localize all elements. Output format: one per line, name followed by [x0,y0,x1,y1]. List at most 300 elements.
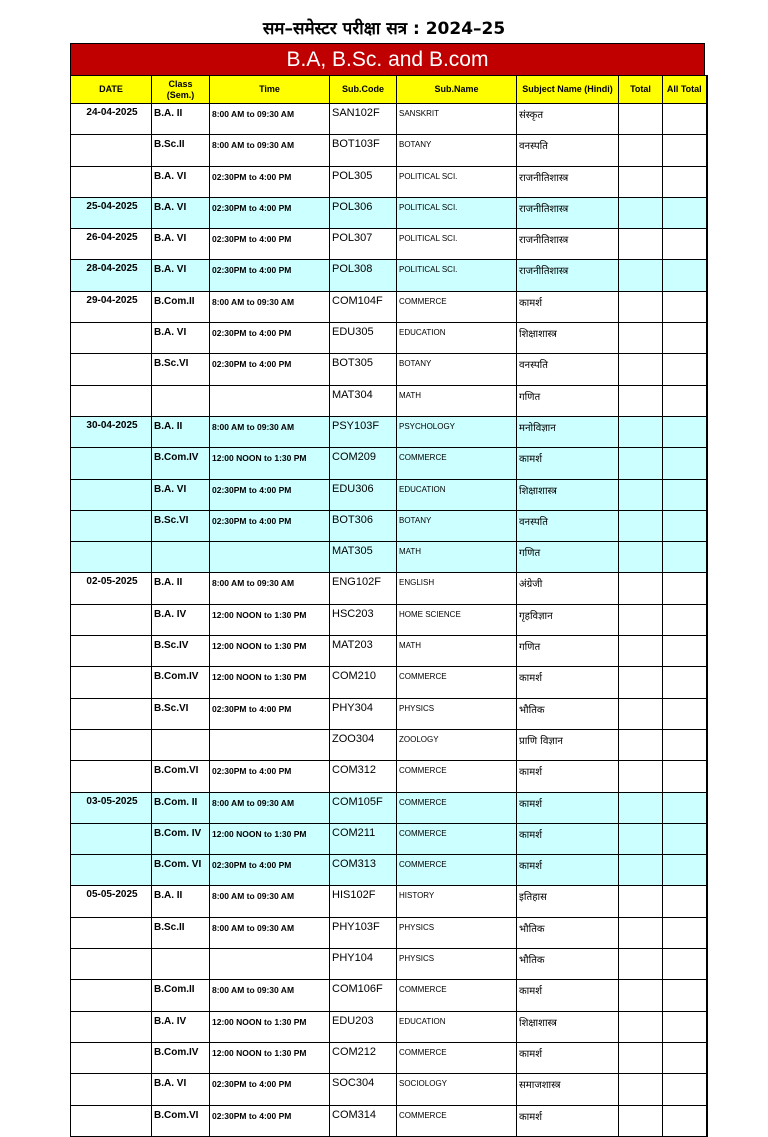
subject-hindi-cell: संस्कृत [517,104,619,135]
total-cell [619,291,663,322]
date-cell [71,479,152,510]
all-total-cell [663,510,707,541]
all-total-cell [663,980,707,1011]
subject-hindi-cell: कामर्श [517,1042,619,1073]
time-cell: 02:30PM to 4:00 PM [210,1074,330,1105]
subject-hindi-cell: कामर्श [517,667,619,698]
subject-hindi-cell: भौतिक [517,698,619,729]
sub-code-cell: HSC203 [330,604,397,635]
table-row [71,542,707,573]
sub-name-cell: MATH [397,542,517,573]
sub-name-cell: PSYCHOLOGY [397,416,517,447]
sub-name-cell: PHYSICS [397,949,517,980]
class-cell: B.A. II [152,886,210,917]
table-row [71,104,707,135]
table-row [71,166,707,197]
total-cell [619,667,663,698]
all-total-cell [663,729,707,760]
all-total-cell [663,1074,707,1105]
class-cell: B.A. VI [152,1074,210,1105]
date-cell [71,135,152,166]
all-total-cell [663,323,707,354]
exam-schedule-sheet [70,43,705,1137]
time-cell: 12:00 NOON to 1:30 PM [210,604,330,635]
date-cell [71,761,152,792]
sub-name-cell: BOTANY [397,510,517,541]
all-total-cell [663,792,707,823]
sub-code-cell: BOT305 [330,354,397,385]
total-cell [619,448,663,479]
date-cell [71,542,152,573]
all-total-cell [663,260,707,291]
class-cell [152,729,210,760]
total-cell [619,510,663,541]
class-cell: B.Sc.IV [152,636,210,667]
sub-code-cell: COM104F [330,291,397,322]
time-cell: 02:30PM to 4:00 PM [210,479,330,510]
table-row [71,698,707,729]
header-subject-hindi: Subject Name (Hindi) [517,76,619,104]
table-row [71,729,707,760]
time-cell: 02:30PM to 4:00 PM [210,354,330,385]
table-row [71,949,707,980]
sub-code-cell: COM312 [330,761,397,792]
table-row [71,980,707,1011]
time-cell [210,542,330,573]
class-cell: B.Sc.VI [152,510,210,541]
all-total-cell [663,104,707,135]
time-cell: 8:00 AM to 09:30 AM [210,792,330,823]
date-cell: 05-05-2025 [71,886,152,917]
all-total-cell [663,636,707,667]
sub-name-cell: COMMERCE [397,1042,517,1073]
time-cell: 12:00 NOON to 1:30 PM [210,823,330,854]
sub-name-cell: SOCIOLOGY [397,1074,517,1105]
sub-code-cell: BOT306 [330,510,397,541]
total-cell [619,1042,663,1073]
time-cell: 02:30PM to 4:00 PM [210,229,330,260]
subject-hindi-cell: कामर्श [517,823,619,854]
sub-name-cell: COMMERCE [397,792,517,823]
subject-hindi-cell: राजनीतिशास्त्र [517,229,619,260]
header-class: Class (Sem.) [152,76,210,104]
time-cell: 8:00 AM to 09:30 AM [210,886,330,917]
subject-hindi-cell: भौतिक [517,949,619,980]
sub-code-cell: POL308 [330,260,397,291]
sub-name-cell: COMMERCE [397,448,517,479]
sub-name-cell: PHYSICS [397,917,517,948]
total-cell [619,698,663,729]
sub-code-cell: ZOO304 [330,729,397,760]
total-cell [619,949,663,980]
class-cell: B.A. VI [152,229,210,260]
subject-hindi-cell: कामर्श [517,761,619,792]
total-cell [619,604,663,635]
sub-code-cell: EDU305 [330,323,397,354]
class-cell: B.Com.VI [152,1105,210,1136]
sub-code-cell: POL307 [330,229,397,260]
total-cell [619,1011,663,1042]
table-row [71,510,707,541]
page-title: सम–समेस्टर परीक्षा सत्र : 2024–25 [262,19,506,39]
date-cell [71,1011,152,1042]
sub-code-cell: COM106F [330,980,397,1011]
subject-hindi-cell: कामर्श [517,291,619,322]
subject-hindi-cell: गृहविज्ञान [517,604,619,635]
date-cell [71,1105,152,1136]
class-cell: B.Com.IV [152,1042,210,1073]
table-row [71,448,707,479]
date-cell [71,949,152,980]
date-cell: 28-04-2025 [71,260,152,291]
total-cell [619,323,663,354]
class-cell: B.A. IV [152,1011,210,1042]
time-cell: 02:30PM to 4:00 PM [210,1105,330,1136]
table-row [71,761,707,792]
date-cell [71,729,152,760]
date-cell: 02-05-2025 [71,573,152,604]
time-cell: 02:30PM to 4:00 PM [210,166,330,197]
time-cell: 02:30PM to 4:00 PM [210,260,330,291]
subject-hindi-cell: प्राणि विज्ञान [517,729,619,760]
table-row [71,416,707,447]
table-row [71,636,707,667]
class-cell: B.A. VI [152,197,210,228]
total-cell [619,823,663,854]
time-cell: 8:00 AM to 09:30 AM [210,573,330,604]
all-total-cell [663,823,707,854]
total-cell [619,104,663,135]
time-cell [210,949,330,980]
time-cell: 8:00 AM to 09:30 AM [210,291,330,322]
sub-code-cell: COM211 [330,823,397,854]
time-cell: 8:00 AM to 09:30 AM [210,104,330,135]
all-total-cell [663,197,707,228]
sub-name-cell: EDUCATION [397,323,517,354]
banner-title: B.A, B.Sc. and B.com [70,43,705,75]
sub-code-cell: BOT103F [330,135,397,166]
time-cell: 02:30PM to 4:00 PM [210,698,330,729]
class-cell: B.Sc.II [152,135,210,166]
all-total-cell [663,1105,707,1136]
subject-hindi-cell: राजनीतिशास्त्र [517,197,619,228]
time-cell: 8:00 AM to 09:30 AM [210,416,330,447]
total-cell [619,416,663,447]
class-cell [152,542,210,573]
class-cell: B.A. II [152,104,210,135]
time-cell: 02:30PM to 4:00 PM [210,761,330,792]
subject-hindi-cell: कामर्श [517,980,619,1011]
date-cell [71,354,152,385]
time-cell: 12:00 NOON to 1:30 PM [210,667,330,698]
table-row [71,1042,707,1073]
sub-name-cell: BOTANY [397,354,517,385]
class-cell: B.A. VI [152,166,210,197]
date-cell: 03-05-2025 [71,792,152,823]
all-total-cell [663,1011,707,1042]
total-cell [619,354,663,385]
header-sub-code: Sub.Code [330,76,397,104]
total-cell [619,166,663,197]
sub-name-cell: COMMERCE [397,291,517,322]
subject-hindi-cell: मनोविज्ञान [517,416,619,447]
class-cell: B.A. VI [152,260,210,291]
all-total-cell [663,761,707,792]
sub-code-cell: PHY103F [330,917,397,948]
subject-hindi-cell: गणित [517,636,619,667]
total-cell [619,761,663,792]
sub-name-cell: ZOOLOGY [397,729,517,760]
class-cell: B.Com.II [152,291,210,322]
date-cell [71,823,152,854]
total-cell [619,573,663,604]
schedule-table [70,75,708,1137]
all-total-cell [663,291,707,322]
sub-name-cell: HISTORY [397,886,517,917]
table-row [71,573,707,604]
date-cell: 29-04-2025 [71,291,152,322]
table-row [71,604,707,635]
class-cell: B.Sc.VI [152,698,210,729]
header-date: DATE [71,76,152,104]
sub-name-cell: SANSKRIT [397,104,517,135]
class-cell [152,949,210,980]
sub-code-cell: MAT305 [330,542,397,573]
table-row [71,886,707,917]
sub-code-cell: MAT203 [330,636,397,667]
sub-name-cell: COMMERCE [397,855,517,886]
all-total-cell [663,1042,707,1073]
table-row [71,667,707,698]
table-row [71,197,707,228]
date-cell: 25-04-2025 [71,197,152,228]
date-cell [71,917,152,948]
subject-hindi-cell: शिक्षाशास्त्र [517,1011,619,1042]
subject-hindi-cell: वनस्पति [517,135,619,166]
sub-code-cell: COM105F [330,792,397,823]
total-cell [619,729,663,760]
sub-name-cell: COMMERCE [397,823,517,854]
all-total-cell [663,542,707,573]
sub-code-cell: SAN102F [330,104,397,135]
subject-hindi-cell: शिक्षाशास्त्र [517,479,619,510]
sub-name-cell: BOTANY [397,135,517,166]
header-total: Total [619,76,663,104]
schedule-body [71,104,707,1137]
date-cell: 24-04-2025 [71,104,152,135]
sub-code-cell: SOC304 [330,1074,397,1105]
subject-hindi-cell: कामर्श [517,855,619,886]
date-cell [71,604,152,635]
table-row [71,323,707,354]
total-cell [619,1105,663,1136]
class-cell: B.Com.IV [152,667,210,698]
sub-code-cell: EDU203 [330,1011,397,1042]
subject-hindi-cell: कामर्श [517,448,619,479]
total-cell [619,1074,663,1105]
sub-name-cell: EDUCATION [397,1011,517,1042]
table-row [71,1074,707,1105]
table-row [71,291,707,322]
time-cell: 02:30PM to 4:00 PM [210,855,330,886]
sub-name-cell: POLITICAL SCI. [397,197,517,228]
table-row [71,855,707,886]
total-cell [619,229,663,260]
total-cell [619,135,663,166]
subject-hindi-cell: वनस्पति [517,510,619,541]
sub-name-cell: HOME SCIENCE [397,604,517,635]
total-cell [619,636,663,667]
sub-code-cell: COM210 [330,667,397,698]
sub-name-cell: POLITICAL SCI. [397,166,517,197]
date-cell [71,323,152,354]
time-cell: 02:30PM to 4:00 PM [210,197,330,228]
time-cell: 8:00 AM to 09:30 AM [210,917,330,948]
sub-code-cell: PHY304 [330,698,397,729]
header-time: Time [210,76,330,104]
class-cell: B.Com. VI [152,855,210,886]
header-all-total: All Total [663,76,707,104]
all-total-cell [663,479,707,510]
date-cell [71,980,152,1011]
all-total-cell [663,416,707,447]
table-row [71,792,707,823]
time-cell [210,729,330,760]
time-cell: 12:00 NOON to 1:30 PM [210,1011,330,1042]
all-total-cell [663,354,707,385]
subject-hindi-cell: भौतिक [517,917,619,948]
subject-hindi-cell: वनस्पति [517,354,619,385]
total-cell [619,886,663,917]
sub-name-cell: MATH [397,636,517,667]
date-cell [71,510,152,541]
sub-name-cell: PHYSICS [397,698,517,729]
class-cell: B.Com.II [152,980,210,1011]
time-cell: 8:00 AM to 09:30 AM [210,980,330,1011]
subject-hindi-cell: कामर्श [517,1105,619,1136]
date-cell: 30-04-2025 [71,416,152,447]
date-cell [71,667,152,698]
date-cell [71,855,152,886]
subject-hindi-cell: राजनीतिशास्त्र [517,166,619,197]
total-cell [619,197,663,228]
sub-code-cell: COM314 [330,1105,397,1136]
total-cell [619,542,663,573]
date-cell [71,385,152,416]
class-cell: B.A. VI [152,323,210,354]
all-total-cell [663,229,707,260]
all-total-cell [663,855,707,886]
total-cell [619,980,663,1011]
time-cell [210,385,330,416]
sub-name-cell: COMMERCE [397,761,517,792]
subject-hindi-cell: गणित [517,385,619,416]
class-cell: B.Com. IV [152,823,210,854]
header-sub-name: Sub.Name [397,76,517,104]
sub-name-cell: MATH [397,385,517,416]
table-row [71,1105,707,1136]
sub-name-cell: ENGLISH [397,573,517,604]
sub-code-cell: ENG102F [330,573,397,604]
all-total-cell [663,917,707,948]
date-cell [71,1042,152,1073]
class-cell: B.A. IV [152,604,210,635]
subject-hindi-cell: समाजशास्त्र [517,1074,619,1105]
sub-name-cell: POLITICAL SCI. [397,229,517,260]
time-cell: 12:00 NOON to 1:30 PM [210,1042,330,1073]
total-cell [619,855,663,886]
sub-name-cell: EDUCATION [397,479,517,510]
table-row [71,385,707,416]
time-cell: 12:00 NOON to 1:30 PM [210,636,330,667]
class-cell: B.Com.IV [152,448,210,479]
class-cell: B.A. VI [152,479,210,510]
time-cell: 02:30PM to 4:00 PM [210,510,330,541]
sub-code-cell: PSY103F [330,416,397,447]
subject-hindi-cell: गणित [517,542,619,573]
all-total-cell [663,166,707,197]
subject-hindi-cell: इतिहास [517,886,619,917]
class-cell [152,385,210,416]
class-cell: B.A. II [152,416,210,447]
date-cell [71,166,152,197]
class-cell: B.Sc.VI [152,354,210,385]
subject-hindi-cell: कामर्श [517,792,619,823]
all-total-cell [663,667,707,698]
date-cell [71,636,152,667]
time-cell: 02:30PM to 4:00 PM [210,323,330,354]
table-row [71,917,707,948]
all-total-cell [663,886,707,917]
time-cell: 12:00 NOON to 1:30 PM [210,448,330,479]
all-total-cell [663,385,707,416]
sub-code-cell: HIS102F [330,886,397,917]
total-cell [619,917,663,948]
subject-hindi-cell: अंग्रेजी [517,573,619,604]
all-total-cell [663,573,707,604]
sub-name-cell: POLITICAL SCI. [397,260,517,291]
sub-code-cell: MAT304 [330,385,397,416]
table-row [71,260,707,291]
table-row [71,1011,707,1042]
sub-code-cell: COM212 [330,1042,397,1073]
sub-name-cell: COMMERCE [397,667,517,698]
date-cell: 26-04-2025 [71,229,152,260]
sub-code-cell: POL305 [330,166,397,197]
all-total-cell [663,448,707,479]
all-total-cell [663,604,707,635]
total-cell [619,385,663,416]
all-total-cell [663,698,707,729]
sub-name-cell: COMMERCE [397,980,517,1011]
subject-hindi-cell: राजनीतिशास्त्र [517,260,619,291]
table-row [71,229,707,260]
sub-code-cell: COM313 [330,855,397,886]
sub-code-cell: EDU306 [330,479,397,510]
date-cell [71,698,152,729]
all-total-cell [663,949,707,980]
total-cell [619,260,663,291]
class-cell: B.A. II [152,573,210,604]
sub-code-cell: COM209 [330,448,397,479]
table-row [71,479,707,510]
table-row [71,354,707,385]
total-cell [619,479,663,510]
total-cell [619,792,663,823]
table-row [71,135,707,166]
sub-code-cell: PHY104 [330,949,397,980]
class-cell: B.Com. II [152,792,210,823]
